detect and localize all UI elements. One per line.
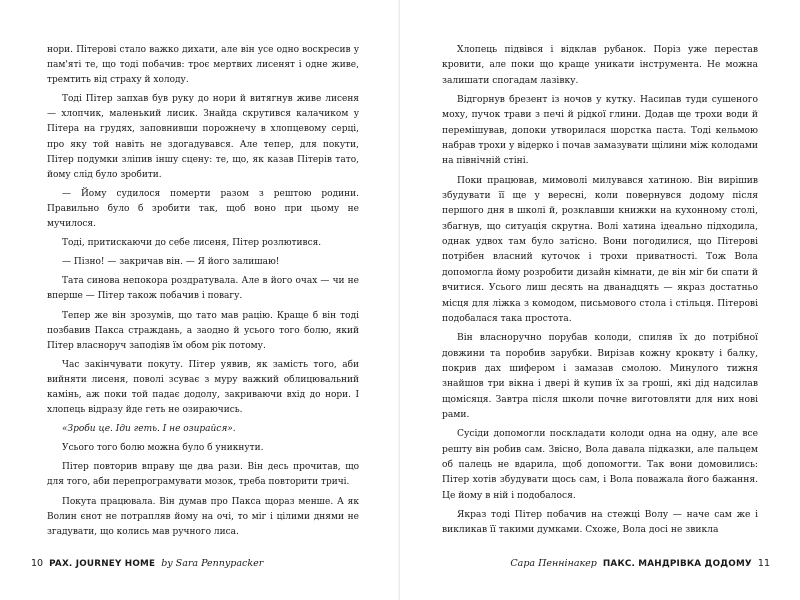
paragraph: Покута працювала. Він думав про Пакса щораз менше. А як Волин єнот не потрапляв йому на очі, то міг і цілими днями не згадувати, що колись мав ручного лиса. [47, 496, 359, 537]
paragraph: — Йому судилося померти разом з рештою родини. Правильно було б зробити так, щоб воно при цьому не мучилося. [47, 188, 359, 230]
right-page-text [442, 43, 758, 543]
paragraph: Тепер же він зрозумів, що тато мав рацію. Краще б він тоді позбавив Пакса страждань, а заодно й усього того болю, який Пітер власноруч заподіяв їм обом рік потому. [47, 310, 359, 351]
paragraph: Усього того болю можна було б уникнути. [62, 443, 264, 454]
paragraph: Відгорнув брезент із ночов у кутку. Насипав туди сушеного моху, пучок трави з печі й рідкої глини. Додав ще трохи води й перемішував, допоки утворилася шорстка паста. Тоді кельмою набрав трохи у відерко і почав замазувати щілини між колодами на північній стіні. [442, 95, 758, 167]
paragraph: Пітер повторив вправу ще два рази. Він десь прочитав, що для того, аби перепрограмувати мозок, треба повторити тричі. [47, 462, 359, 488]
right-running-footer [510, 558, 770, 570]
running-title: PAX. JOURNEY HOME [49, 559, 156, 569]
right-page [400, 0, 800, 600]
paragraph: Сусіди допомогли поскладати колоди одна на одну, але все решту він робив сам. Звісно, Вола давала підказки, але пальцем об палець не вдарила, щоб допомогти. Так вони домовились: Пітер хотів збудувати щось сам, і Вола поважала його бажання. Це йому в ній і подобалося. [442, 429, 758, 501]
paragraph: Поки працював, мимоволі милувався хатиною. Він вирішив збудувати її ще у вересні, коли повернувся додому після першого дня в школі й, розклавши книжки на кухонному столі, збагнув, що ситуація скрутна. Волі хатина ідеально підходила, однак удвох там було затісно. Вони погодилися, що Пітерові потрібен власний куточок і трохи приватності. Тож Вола допомогла йому розробити дизайн кімнати, де він міг би спати й вчитися. Усього лиш десять на дванадцять — якраз достатньо місця для ліжка з комодом, письмового стола і стільця. Пітерові подобалася така простота. [442, 175, 758, 324]
left-page-text [47, 43, 359, 544]
page-number: 10 [31, 558, 44, 569]
paragraph: Тата синова непокора роздратувала. Але в його очах — чи не вперше — Пітер також побачив і повагу. [47, 276, 359, 302]
paragraph: нори. Пітерові стало важко дихати, але він усе одно воскресив у пам'яті те, що тоді побачив: троє мертвих лисенят і одне живе, тремтить від страху й холоду. [47, 45, 359, 86]
paragraph: — Пізно! — закричав він. — Я його залишаю! [62, 257, 280, 268]
paragraph: Тоді Пітер запхав був руку до нори й витягнув живе лисеня — хлопчик, маленький лисик. Знайда скрутився калачиком у Пітера на грудях, заповнивши порожнечу в хлопцевому серці, про яку той навіть не здогадувався. Але тепер, для покути, Пітер подумки зліпив іншу сцену: те, що, як казав Пітерів тато, йому слід було зробити. [47, 94, 359, 180]
italic-paragraph: «Зроби це. Іди геть. І не озирайся». [62, 424, 236, 435]
left-running-footer [31, 558, 263, 570]
paragraph: Час закінчувати покуту. Пітер уявив, як замість того, аби вийняти лисеня, поволі зсуває з муру важкий облицювальний камінь, аж поки той падає додолу, закриваючи вхід до нори. І хлопець відразу йде геть не озираючись. [47, 359, 359, 416]
running-author: by Sara Pennypacker [161, 558, 264, 569]
page-number: 11 [757, 558, 770, 569]
paragraph: Він власноручно порубав колоди, спиляв їх до потрібної довжини та поробив зарубки. Вирізав кожну кроквту і балку, покрив дах шифером і замазав смолою. Минулого тижня знайшов три вікна і двері й купив їх за гроші, які дід надсилав щомісяця. Завтра після школи почне виготовляти для них нові рами. [442, 333, 758, 420]
paragraph: Якраз тоді Пітер побачив на стежці Волу — наче сам же і викликав її такими думками. Схоже, Вола досі не звикла [442, 509, 758, 536]
paragraph: Хлопець підвівся і відклав рубанок. Поріз уже перестав кровити, але поки що краще уникати інструмента. Не можна залишати спогадам лазівку. [442, 45, 758, 86]
running-title: ПАКС. МАНДРІВКА ДОДОМУ [602, 559, 752, 569]
paragraph: Тоді, притискаючи до себе лисеня, Пітер розлютився. [62, 238, 322, 249]
running-author: Сара Пеннінакер [510, 558, 597, 569]
